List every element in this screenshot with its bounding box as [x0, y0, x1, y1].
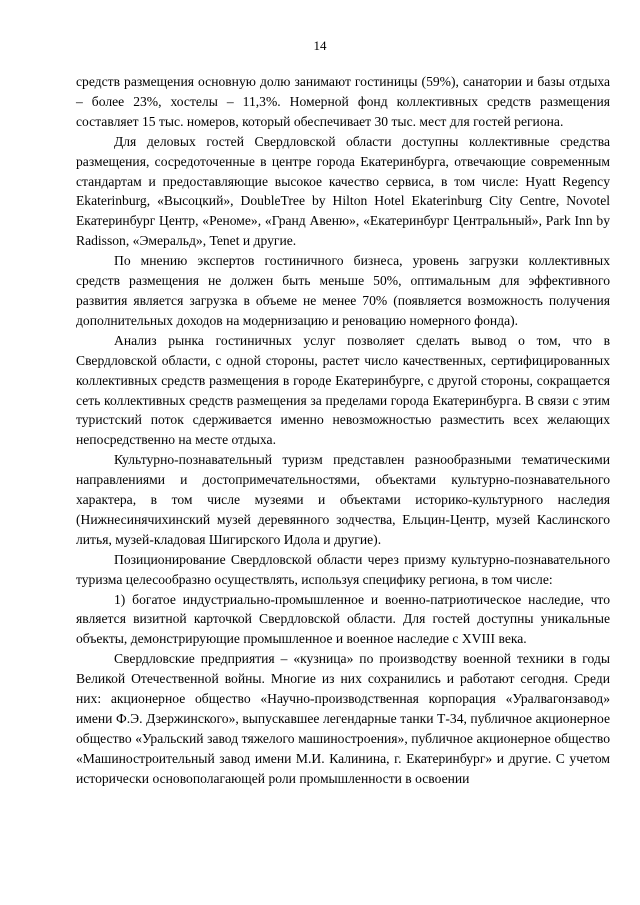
paragraph-market-analysis: Анализ рынка гостиничных услуг позволяет сделать вывод о том, что в Свердловской области, с одной стороны, растет число качественных, сертифицированных коллективных средств размещения в городе Екатеринбурге, с другой стороны, сокращается сеть коллективных средств размещения за пределами города Екатеринбурга. В связи с этим туристский поток сдерживается именно невозможностью разместить всех желающих непосредственно на месте отдыха.: [76, 332, 610, 448]
paragraph-positioning: Позиционирование Свердловской области через призму культурно-познавательного туризма целесообразно осуществлять, используя специфику региона, в том числе:: [76, 551, 610, 587]
list-item-1: 1) богатое индустриально-промышленное и военно-патриотическое наследие, что является визитной карточкой Свердловской области. Для гостей доступны уникальные объекты, демонстрирующие промышленное и военное наследие с XVIII века.: [76, 591, 610, 647]
paragraph-occupancy: По мнению экспертов гостиничного бизнеса, уровень загрузки коллективных средств размещения не должен быть меньше 50%, оптимальным для эффективного развития является загрузка в объеме не менее 70% (появляется возможность получения дополнительных доходов на модернизацию и реновацию номерного фонда).: [76, 253, 610, 328]
page-number: 14: [313, 38, 327, 53]
paragraph-business-guests: Для деловых гостей Свердловской области доступны коллективные средства размещения, сосредоточенные в центре города Екатеринбурга, отвечающие современным стандартам и предоставляющие высокое качество сервиса, в том числе: Hyatt Regency Ekaterinburg, «Высоцкий», DoubleTree by Hilton Hotel Ekaterinburg City Centre, Novotel Екатеринбург Центр, «Реноме», «Гранд Авеню», «Екатеринбург Центральный», Park Inn by Radisson, «Эмеральд», Tenet и другие.: [76, 133, 610, 249]
document-body: [76, 72, 610, 789]
paragraph-cultural-tourism: Культурно-познавательный туризм представлен разнообразными тематическими направлениями и достопримечательностями, объектами культурно-познавательного характера, в том числе музеями и объектами историко-культурного наследия (Нижнесинячихинский музей деревянного зодчества, Ельцин-Центр, музей Каслинского литья, музей-кладовая Шигирского Идола и другие).: [76, 452, 610, 547]
paragraph-continuation: средств размещения основную долю занимают гостиницы (59%), санатории и базы отдыха – более 23%, хостелы – 11,3%. Номерной фонд коллективных средств размещения составляет 15 тыс. номеров, который обеспечивает 30 тыс. мест для гостей региона.: [76, 74, 610, 129]
paragraph-enterprises: Свердловские предприятия – «кузница» по производству военной техники в годы Великой Отечественной войны. Многие из них сохранились и работают сегодня. Среди них: акционерное общество «Научно-производственная корпорация «Уралвагонзавод» имени Ф.Э. Дзержинского», выпускавшее легендарные танки Т-34, публичное акционерное общество «Уральский завод тяжелого машиностроения», публичное акционерное общество «Машиностроительный завод имени М.И. Калинина, г. Екатеринбург» и другие. С учетом исторически основополагающей роли промышленности в освоении: [76, 651, 610, 786]
